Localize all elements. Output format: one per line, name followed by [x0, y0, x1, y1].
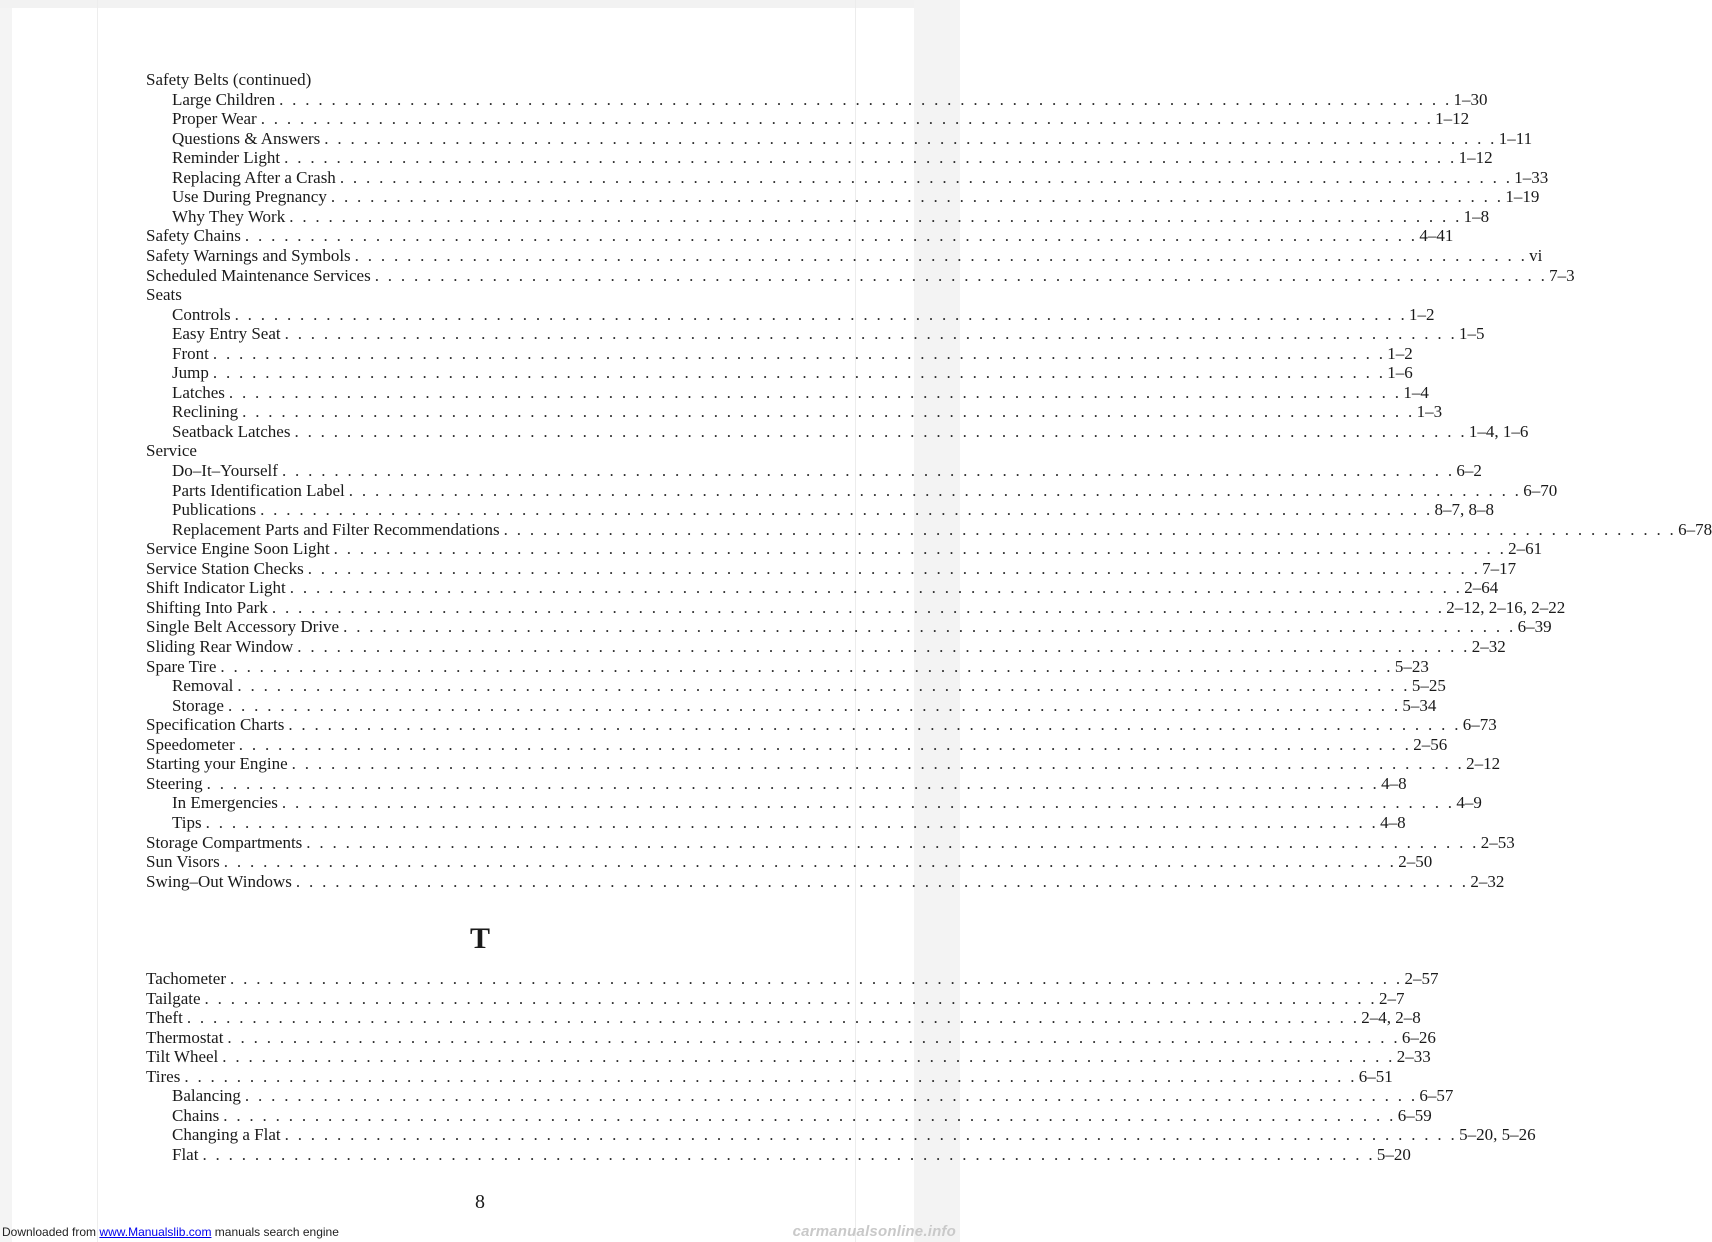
index-entry-label: Shifting Into Park: [146, 597, 268, 617]
page-number: 8: [475, 1191, 485, 1213]
index-entry-label: Latches: [172, 382, 225, 402]
index-entry-label: Thermostat: [146, 1027, 224, 1047]
dot-leader: . . . . . . . . . . . . . . . . . . . . . . . . . . . . . . . . . . . . . . . . . . . . . . . . . . . . . . . . . . . . . . . . . . . . . . . . . . . . . . . . . . . . . . . . . .: [260, 109, 1434, 129]
index-entry-label: Replacing After a Crash: [172, 167, 336, 187]
index-entry-label: Service: [146, 441, 197, 461]
index-entry-page: 2–7: [1378, 988, 1405, 1008]
dot-leader: . . . . . . . . . . . . . . . . . . . . . . . . . . . . . . . . . . . . . . . . . . . . . . . . . . . . . . . . . . . . . . . . . . . . . . . . . . . . . . . . . . . . . . . . . .: [227, 1027, 1400, 1047]
index-entry-label: Publications: [172, 500, 257, 520]
index-entry-label: Service Station Checks: [146, 558, 304, 578]
index-entry-label: Flat: [172, 1145, 199, 1164]
dot-leader: . . . . . . . . . . . . . . . . . . . . . . . . . . . . . . . . . . . . . . . . . . . . . . . . . . . . . . . . . . . . . . . . . . . . . . . . . . . . . . . . . . . . . . . . . .: [284, 148, 1457, 168]
index-entry-label: Reminder Light: [172, 148, 281, 168]
dot-leader: . . . . . . . . . . . . . . . . . . . . . . . . . . . . . . . . . . . . . . . . . . . . . . . . . . . . . . . . . . . . . . . . . . . . . . . . . . . . . . . . . . . . . . . . . .: [227, 695, 1401, 715]
dot-leader: . . . . . . . . . . . . . . . . . . . . . . . . . . . . . . . . . . . . . . . . . . . . . . . . . . . . . . . . . . . . . . . . . . . . . . . . . . . . . . . . . . . . . . . . . .: [306, 832, 1479, 852]
index-entry-page: 6–78: [1678, 519, 1712, 539]
index-entry-page: vi: [1529, 246, 1543, 265]
index-entry-page: 2–50: [1398, 852, 1433, 871]
dot-leader: . . . . . . . . . . . . . . . . . . . . . . . . . . . . . . . . . . . . . . . . . . . . . . . . . . . . . . . . . . . . . . . . . . . . . . . . . . . . . . . . . . . . . . . . . .: [204, 988, 1377, 1008]
dot-leader: . . . . . . . . . . . . . . . . . . . . . . . . . . . . . . . . . . . . . . . . . . . . . . . . . . . . . . . . . . . . . . . . . . . . . . . . . . . . . . . . . . . . . . . . . .: [206, 773, 1380, 793]
index-entry-label: Theft: [146, 1008, 183, 1028]
index-entry-page: 1–5: [1459, 324, 1485, 344]
index-entry-label: Scheduled Maintenance Services: [146, 265, 371, 285]
index-entry-label: Easy Entry Seat: [172, 324, 281, 344]
dot-leader: . . . . . . . . . . . . . . . . . . . . . . . . . . . . . . . . . . . . . . . . . . . . . . . . . . . . . . . . . . . . . . . . . . . . . . . . . . . . . . . . . . . . . . . . . .: [223, 1105, 1396, 1125]
index-entry-label: Safety Warnings and Symbols: [146, 246, 351, 265]
dot-leader: . . . . . . . . . . . . . . . . . . . . . . . . . . . . . . . . . . . . . . . . . . . . . . . . . . . . . . . . . . . . . . . . . . . . . . . . . . . . . . . . . . . . . . . . . .: [295, 871, 1469, 891]
dot-leader: . . . . . . . . . . . . . . . . . . . . . . . . . . . . . . . . . . . . . . . . . . . . . . . . . . . . . . . . . . . . . . . . . . . . . . . . . . . . . . . . . . . . . . . . . .: [291, 754, 1465, 774]
dot-leader: . . . . . . . . . . . . . . . . . . . . . . . . . . . . . . . . . . . . . . . . . . . . . . . . . . . . . . . . . . . . . . . . . . . . . . . . . . . . . . . . . . . . . . . . . .: [294, 421, 1467, 441]
dot-leader: . . . . . . . . . . . . . . . . . . . . . . . . . . . . . . . . . . . . . . . . . . . . . . . . . . . . . . . . . . . . . . . . . . . . . . . . . . . . . . . . . . . . . . . . . .: [284, 324, 1458, 344]
index-entry-label: Tires: [146, 1066, 181, 1086]
index-entry-label: Spare Tire: [146, 656, 217, 676]
index-entry-page: 8–7, 8–8: [1434, 500, 1495, 520]
index-entry-label: Swing–Out Windows: [146, 871, 292, 891]
index-entry-label: Shift Indicator Light: [146, 578, 286, 598]
dot-leader: . . . . . . . . . . . . . . . . . . . . . . . . . . . . . . . . . . . . . . . . . . . . . . . . . . . . . . . . . . . . . . . . . . . . . . . . . . . . . . . . . . . . . . . . . .: [289, 578, 1463, 598]
index-entry-label: Storage Compartments: [146, 832, 303, 852]
index-entry-label: Sun Visors: [146, 852, 220, 871]
index-entry-label: Large Children: [172, 89, 276, 109]
index-entry-page: 6–70: [1523, 480, 1558, 500]
index-entry-label: In Emergencies: [172, 793, 278, 813]
index-entry-label: Starting your Engine: [146, 754, 288, 774]
watermark-prefix: Downloaded from: [2, 1225, 97, 1239]
index-entry-page: 6–2: [1456, 461, 1482, 480]
index-entry-page: 2–64: [1464, 578, 1499, 598]
dot-leader: . . . . . . . . . . . . . . . . . . . . . . . . . . . . . . . . . . . . . . . . . . . . . . . . . . . . . . . . . . . . . . . . . . . . . . . . . . . . . . . . . . . . . . . . . .: [297, 637, 1470, 656]
index-entry-label: Controls: [172, 304, 231, 324]
dot-leader: . . . . . . . . . . . . . . . . . . . . . . . . . . . . . . . . . . . . . . . . . . . . . . . . . . . . . . . . . . . . . . . . . . . . . . . . . . . . . . . . . . . . . . . . . .: [281, 461, 1455, 480]
index-entry-label: Why They Work: [172, 206, 286, 226]
index-entry-page: 4–9: [1456, 793, 1482, 813]
index-subentry: [172, 1144, 1411, 1166]
index-entry-page: 5–20, 5–26: [1459, 1125, 1536, 1145]
index-entry-label: Tilt Wheel: [146, 1047, 219, 1067]
index-entry-page: 1–2: [1387, 343, 1413, 363]
index-entry-page: 2–4, 2–8: [1361, 1008, 1421, 1028]
index-entry-page: 2–57: [1404, 969, 1439, 988]
index-entry-label: Front: [172, 343, 209, 363]
index-entry-page: 6–39: [1517, 617, 1552, 637]
index-entry-page: 2–12: [1466, 754, 1501, 774]
index-entry-label: Tachometer: [146, 969, 226, 988]
watermark-source: [2, 1222, 339, 1242]
dot-leader: . . . . . . . . . . . . . . . . . . . . . . . . . . . . . . . . . . . . . . . . . . . . . . . . . . . . . . . . . . . . . . . . . . . . . . . . . . . . . . . . . . . . . . . . . .: [244, 1086, 1418, 1106]
index-entry-page: 6–57: [1419, 1086, 1454, 1106]
dot-leader: . . . . . . . . . . . . . . . . . . . . . . . . . . . . . . . . . . . . . . . . . . . . . . . . . . . . . . . . . . . . . . . . . . . . . . . . . . . . . . . . . . . . . . . . . .: [186, 1008, 1360, 1028]
dot-leader: . . . . . . . . . . . . . . . . . . . . . . . . . . . . . . . . . . . . . . . . . . . . . . . . . . . . . . . . . . . . . . . . . . . . . . . . . . . . . . . . . . . . . . . . . .: [288, 715, 1461, 735]
dot-leader: . . . . . . . . . . . . . . . . . . . . . . . . . . . . . . . . . . . . . . . . . . . . . . . . . . . . . . . . . . . . . . . . . . . . . . . . . . . . . . . . . . . . . . . . . .: [354, 246, 1528, 265]
carmanualsonline-watermark: carmanualsonline.info: [792, 1223, 956, 1240]
index-entry-page: 1–19: [1505, 187, 1540, 207]
index-entry-label: Replacement Parts and Filter Recommendations: [172, 519, 500, 539]
index-entry-page: 2–33: [1396, 1047, 1431, 1067]
index-entry: [146, 871, 1505, 893]
dot-leader: . . . . . . . . . . . . . . . . . . . . . . . . . . . . . . . . . . . . . . . . . . . . . . . . . . . . . . . . . . . . . . . . . . . . . . . . . . . . . . . . . . . . . . . . . .: [205, 812, 1379, 832]
index-entry-label: Steering: [146, 773, 203, 793]
dot-leader: . . . . . . . . . . . . . . . . . . . . . . . . . . . . . . . . . . . . . . . . . . . . . . . . . . . . . . . . . . . . . . . . . . . . . . . . . . . . . . . . . . . . . . . . . .: [223, 852, 1397, 871]
index-entry-page: 2–32: [1471, 637, 1506, 656]
scan-border-top: [0, 0, 960, 8]
index-entry-label: Do–It–Yourself: [172, 461, 278, 480]
dot-leader: . . . . . . . . . . . . . . . . . . . . . . . . . . . . . . . . . . . . . . . . . . . . . . . . . . . . . . . . . . . . . . . . . . . . . . . . . . . . . . . . . . . . . . . . . .: [244, 226, 1418, 246]
dot-leader: . . . . . . . . . . . . . . . . . . . . . . . . . . . . . . . . . . . . . . . . . . . . . . . . . . . . . . . . . . . . . . . . . . . . . . . . . . . . . . . . . . . . . . . . . .: [279, 89, 1452, 109]
index-entry-page: 1–4, 1–6: [1468, 421, 1529, 441]
dot-leader: . . . . . . . . . . . . . . . . . . . . . . . . . . . . . . . . . . . . . . . . . . . . . . . . . . . . . . . . . . . . . . . . . . . . . . . . . . . . . . . . . . . . . . . . . .: [228, 382, 1402, 402]
index-entry-page: 1–12: [1435, 109, 1470, 129]
dot-leader: . . . . . . . . . . . . . . . . . . . . . . . . . . . . . . . . . . . . . . . . . . . . . . . . . . . . . . . . . . . . . . . . . . . . . . . . . . . . . . . . . . . . . . . . . .: [234, 304, 1408, 324]
index-entry-label: Service Engine Soon Light: [146, 539, 330, 559]
dot-leader: . . . . . . . . . . . . . . . . . . . . . . . . . . . . . . . . . . . . . . . . . . . . . . . . . . . . . . . . . . . . . . . . . . . . . . . . . . . . . . . . . . . . . . . . . .: [202, 1145, 1375, 1164]
dot-leader: . . . . . . . . . . . . . . . . . . . . . . . . . . . . . . . . . . . . . . . . . . . . . . . . . . . . . . . . . . . . . . . . . . . . . . . . . . . . . . . . . . . . . . . . . .: [271, 597, 1445, 617]
index-entry-label: Chains: [172, 1105, 220, 1125]
dot-leader: . . . . . . . . . . . . . . . . . . . . . . . . . . . . . . . . . . . . . . . . . . . . . . . . . . . . . . . . . . . . . . . . . . . . . . . . . . . . . . . . . . . . . . . . . .: [289, 206, 1462, 226]
index-entry-label: Seats: [146, 285, 182, 305]
dot-leader: . . . . . . . . . . . . . . . . . . . . . . . . . . . . . . . . . . . . . . . . . . . . . . . . . . . . . . . . . . . . . . . . . . . . . . . . . . . . . . . . . . . . . . . . . .: [343, 617, 1516, 637]
dot-leader: . . . . . . . . . . . . . . . . . . . . . . . . . . . . . . . . . . . . . . . . . . . . . . . . . . . . . . . . . . . . . . . . . . . . . . . . . . . . . . . . . . . . . . . . . .: [324, 128, 1497, 148]
index-entry-label: Questions & Answers: [172, 128, 321, 148]
index-entry-page: 2–53: [1480, 832, 1515, 852]
dot-leader: . . . . . . . . . . . . . . . . . . . . . . . . . . . . . . . . . . . . . . . . . . . . . . . . . . . . . . . . . . . . . . . . . . . . . . . . . . . . . . . . . . . . . . . . . .: [238, 734, 1412, 754]
index-entry-page: 6–26: [1401, 1027, 1436, 1047]
dot-leader: . . . . . . . . . . . . . . . . . . . . . . . . . . . . . . . . . . . . . . . . . . . . . . . . . . . . . . . . . . . . . . . . . . . . . . . . . . . . . . . . . . . . . . . . . .: [242, 402, 1415, 422]
dot-leader: . . . . . . . . . . . . . . . . . . . . . . . . . . . . . . . . . . . . . . . . . . . . . . . . . . . . . . . . . . . . . . . . . . . . . . . . . . . . . . . . . . . . . . . . . .: [260, 500, 1433, 520]
dot-leader: . . . . . . . . . . . . . . . . . . . . . . . . . . . . . . . . . . . . . . . . . . . . . . . . . . . . . . . . . . . . . . . . . . . . . . . . . . . . . . . . . . . . . . . . . .: [212, 363, 1386, 383]
index-entry-label: Storage: [172, 695, 224, 715]
dot-leader: . . . . . . . . . . . . . . . . . . . . . . . . . . . . . . . . . . . . . . . . . . . . . . . . . . . . . . . . . . . . . . . . . . . . . . . . . . . . . . . . . . . . . . . . . .: [333, 539, 1507, 559]
index-entry-page: 6–73: [1462, 715, 1497, 735]
index-entry-label: Sliding Rear Window: [146, 637, 294, 656]
dot-leader: . . . . . . . . . . . . . . . . . . . . . . . . . . . . . . . . . . . . . . . . . . . . . . . . . . . . . . . . . . . . . . . . . . . . . . . . . . . . . . . . . . . . . . . . . .: [284, 1125, 1458, 1145]
scan-border-left: [0, 0, 12, 1242]
section-letter-heading: T: [469, 922, 490, 955]
index-entry-page: 5–20: [1376, 1145, 1411, 1164]
index-entry-page: 1–8: [1463, 206, 1490, 226]
manualslib-link[interactable]: www.Manualslib.com: [99, 1225, 212, 1239]
index-entry-page: 1–6: [1387, 363, 1413, 383]
index-entry-page: 2–12, 2–16, 2–22: [1446, 597, 1566, 617]
index-entry-label: Balancing: [172, 1086, 241, 1106]
index-entry-label: Reclining: [172, 402, 239, 422]
index-entry-page: 4–8: [1381, 773, 1407, 793]
index-entry-page: 1–4: [1403, 382, 1429, 402]
dot-leader: . . . . . . . . . . . . . . . . . . . . . . . . . . . . . . . . . . . . . . . . . . . . . . . . . . . . . . . . . . . . . . . . . . . . . . . . . . . . . . . . . . . . . . . . . .: [220, 656, 1393, 676]
scan-fold-line: [97, 0, 98, 1242]
watermark-suffix: manuals search engine: [214, 1225, 339, 1239]
index-entry-page: 6–59: [1397, 1105, 1432, 1125]
index-entry-label: Speedometer: [146, 734, 235, 754]
index-entry-page: 2–61: [1508, 539, 1543, 559]
dot-leader: . . . . . . . . . . . . . . . . . . . . . . . . . . . . . . . . . . . . . . . . . . . . . . . . . . . . . . . . . . . . . . . . . . . . . . . . . . . . . . . . . . . . . . . . . .: [222, 1047, 1395, 1067]
index-entry-label: Tailgate: [146, 988, 201, 1008]
index-entry-page: 4–41: [1419, 226, 1454, 246]
dot-leader: . . . . . . . . . . . . . . . . . . . . . . . . . . . . . . . . . . . . . . . . . . . . . . . . . . . . . . . . . . . . . . . . . . . . . . . . . . . . . . . . . . . . . . . . . .: [281, 793, 1455, 813]
index-entry-page: 5–34: [1402, 695, 1437, 715]
index-entry-label: Jump: [172, 363, 209, 383]
download-watermark: [0, 1222, 960, 1242]
index-entry-label: Use During Pregnancy: [172, 187, 327, 207]
index-entry-label: Seatback Latches: [172, 421, 291, 441]
index-entry-page: 1–3: [1416, 402, 1443, 422]
index-entry-label: Changing a Flat: [172, 1125, 281, 1145]
index-entry-page: 5–25: [1411, 676, 1446, 696]
index-entry-label: Tips: [172, 812, 202, 832]
index-entry-label: Safety Belts (continued): [146, 70, 312, 89]
index-entry-label: Specification Charts: [146, 715, 285, 735]
index-entry-page: 7–17: [1482, 558, 1517, 578]
index-entry-page: 1–33: [1514, 167, 1549, 187]
index-entry-page: 7–3: [1549, 265, 1575, 285]
index-entry-page: 6–51: [1358, 1066, 1393, 1086]
dot-leader: . . . . . . . . . . . . . . . . . . . . . . . . . . . . . . . . . . . . . . . . . . . . . . . . . . . . . . . . . . . . . . . . . . . . . . . . . . . . . . . . . . . . . . . . . .: [348, 480, 1522, 500]
index-entry-label: Removal: [172, 676, 234, 696]
index-entry-page: 1–30: [1453, 89, 1488, 109]
index-entry-page: 1–12: [1458, 148, 1493, 168]
index-entry-page: 4–8: [1380, 812, 1406, 832]
dot-leader: . . . . . . . . . . . . . . . . . . . . . . . . . . . . . . . . . . . . . . . . . . . . . . . . . . . . . . . . . . . . . . . . . . . . . . . . . . . . . . . . . . . . . . . . . .: [330, 187, 1504, 207]
index-entry-label: Single Belt Accessory Drive: [146, 617, 340, 637]
dot-leader: . . . . . . . . . . . . . . . . . . . . . . . . . . . . . . . . . . . . . . . . . . . . . . . . . . . . . . . . . . . . . . . . . . . . . . . . . . . . . . . . . . . . . . . . . .: [212, 343, 1386, 363]
dot-leader: . . . . . . . . . . . . . . . . . . . . . . . . . . . . . . . . . . . . . . . . . . . . . . . . . . . . . . . . . . . . . . . . . . . . . . . . . . . . . . . . . . . . . . . . . .: [307, 558, 1481, 578]
dot-leader: . . . . . . . . . . . . . . . . . . . . . . . . . . . . . . . . . . . . . . . . . . . . . . . . . . . . . . . . . . . . . . . . . . . . . . . . . . . . . . . . . . . . . . . . . .: [230, 969, 1403, 988]
dot-leader: . . . . . . . . . . . . . . . . . . . . . . . . . . . . . . . . . . . . . . . . . . . . . . . . . . . . . . . . . . . . . . . . . . . . . . . . . . . . . . . . . . . . . . . . . .: [237, 676, 1410, 696]
index-entry-label: Safety Chains: [146, 226, 241, 246]
index-entry-page: 1–11: [1498, 128, 1533, 148]
index-entry-label: Parts Identification Label: [172, 480, 345, 500]
dot-leader: . . . . . . . . . . . . . . . . . . . . . . . . . . . . . . . . . . . . . . . . . . . . . . . . . . . . . . . . . . . . . . . . . . . . . . . . . . . . . . . . . . . . . . . . . .: [374, 265, 1548, 285]
dot-leader: . . . . . . . . . . . . . . . . . . . . . . . . . . . . . . . . . . . . . . . . . . . . . . . . . . . . . . . . . . . . . . . . . . . . . . . . . . . . . . . . . . . . . . . . . .: [184, 1066, 1357, 1086]
dot-leader: . . . . . . . . . . . . . . . . . . . . . . . . . . . . . . . . . . . . . . . . . . . . . . . . . . . . . . . . . . . . . . . . . . . . . . . . . . . . . . . . . . . . . . . . . .: [339, 167, 1513, 187]
index-entry-page: 5–23: [1394, 656, 1429, 676]
index-entry-page: 2–56: [1413, 734, 1448, 754]
index-entry-page: 1–2: [1409, 304, 1435, 324]
dot-leader: . . . . . . . . . . . . . . . . . . . . . . . . . . . . . . . . . . . . . . . . . . . . . . . . . . . . . . . . . . . . . . . . . . . . . . . . . . . . . . . . . . . . . . . . . .: [503, 519, 1677, 539]
index-entry-label: Proper Wear: [172, 109, 257, 129]
index-entry-page: 2–32: [1470, 871, 1505, 891]
